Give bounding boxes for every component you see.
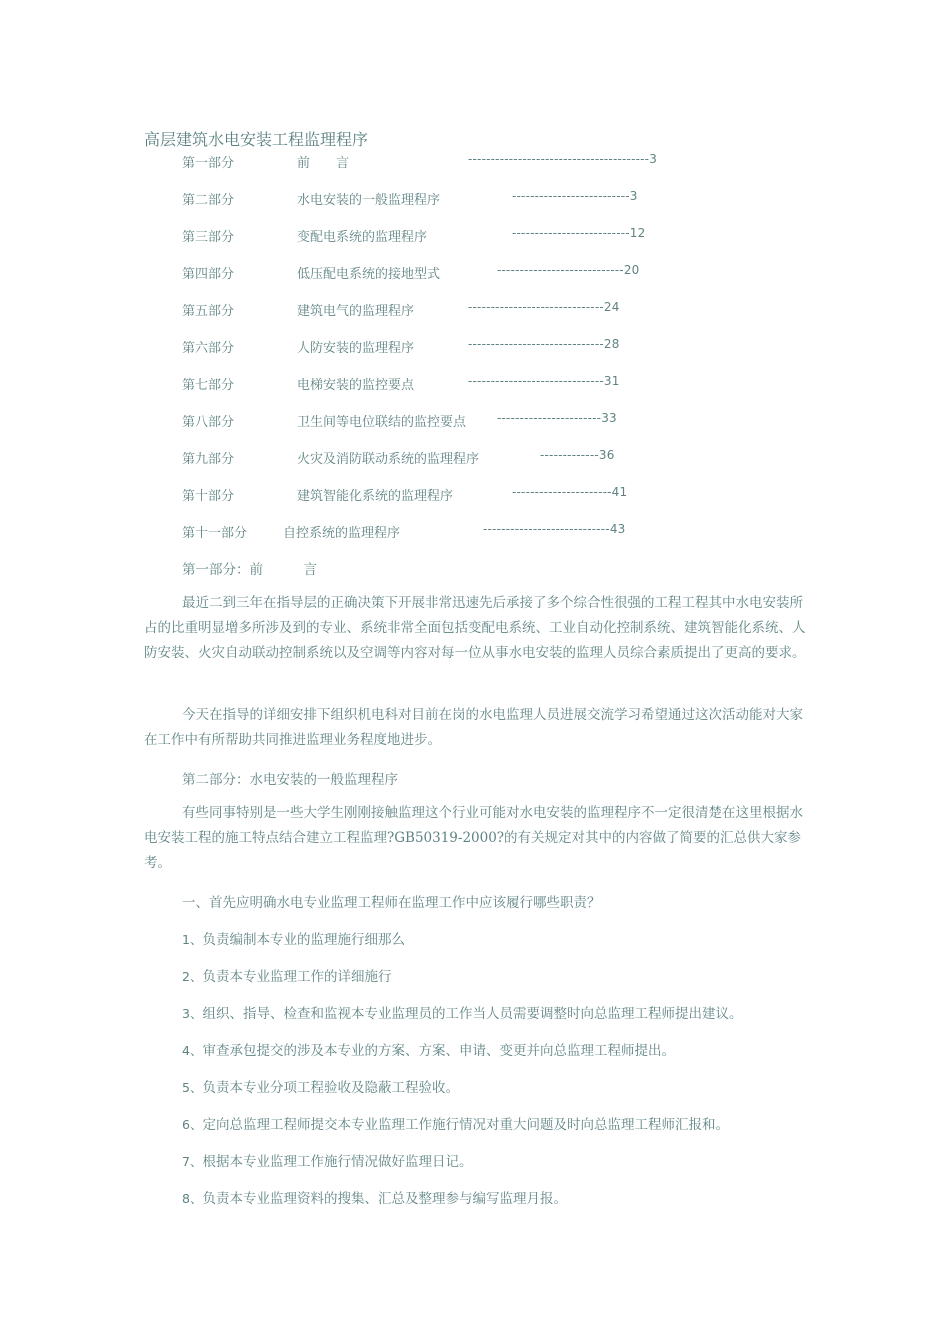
list-item bbox=[182, 928, 405, 948]
toc-part-label: 第二部分 bbox=[182, 193, 235, 208]
list-item-text: 定向总监理工程师提交本专业监理工作施行情况对重大问题及时向总监理工程师汇报和。 bbox=[202, 1117, 729, 1133]
toc-page-leader: ----------------------------43 bbox=[483, 522, 626, 536]
body-paragraph: 最近二到三年在指导层的正确决策下开展非常迅速先后承接了多个综合性很强的工程工程其中水电安装所占的比重明显增多所涉及到的专业、系统非常全面包括变配电系统、工业自动化控制系统、建筑智能化系统、人防安装、火灾自动联动控制系统以及空调等内容对每一位从事水电安装的监理人员综合素质提出了更高的要求。 bbox=[144, 595, 806, 661]
list-item-text: 负责本专业监理资料的搜集、汇总及整理参与编写监理月报。 bbox=[202, 1191, 567, 1207]
list-item-number: 5、 bbox=[182, 1080, 203, 1095]
question-heading: 一、首先应明确水电专业监理工程师在监理工作中应该履行哪些职责？ bbox=[182, 895, 601, 911]
list-item bbox=[182, 1113, 729, 1133]
toc-page-leader: ------------------------------28 bbox=[468, 337, 620, 351]
toc-entry-title: 自控系统的监理程序 bbox=[283, 526, 401, 541]
toc-part-label: 第十一部分 bbox=[182, 526, 248, 541]
toc-part-label: 第七部分 bbox=[182, 378, 235, 393]
list-item-number: 3、 bbox=[182, 1006, 203, 1021]
toc-part-label: 第八部分 bbox=[182, 415, 235, 430]
list-item-number: 2、 bbox=[182, 969, 203, 984]
list-item-text: 根据本专业监理工作施行情况做好监理日记。 bbox=[202, 1154, 473, 1170]
toc-entry-title: 建筑智能化系统的监理程序 bbox=[297, 489, 454, 504]
toc-part-label: 第六部分 bbox=[182, 341, 235, 356]
toc-entry-title: 低压配电系统的接地型式 bbox=[297, 267, 441, 282]
list-item-number: 6、 bbox=[182, 1117, 203, 1132]
list-item-text: 负责本专业监理工作的详细施行 bbox=[202, 969, 392, 985]
toc-entry-title: 前 言 bbox=[297, 156, 350, 171]
body-paragraph: 今天在指导的详细安排下组织机电科对目前在岗的水电监理人员进展交流学习希望通过这次活动能对大家在工作中有所帮助共同推进监理业务程度地进步。 bbox=[144, 707, 803, 748]
list-item bbox=[182, 1187, 567, 1207]
toc-entry-title: 卫生间等电位联结的监控要点 bbox=[297, 415, 467, 430]
toc-entry-title: 电梯安装的监控要点 bbox=[297, 378, 415, 393]
toc-entry-title: 水电安装的一般监理程序 bbox=[297, 193, 441, 208]
toc-page-leader: ------------------------------24 bbox=[468, 300, 620, 314]
table-of-contents bbox=[0, 0, 950, 560]
toc-page-leader: --------------------------12 bbox=[512, 226, 646, 240]
toc-part-label: 第九部分 bbox=[182, 452, 235, 467]
body-paragraph: 有些同事特别是一些大学生刚刚接触监理这个行业可能对水电安装的监理程序不一定很清楚在这里根据水电安装工程的施工特点结合建立工程监理?GB50319-2000?的有关规定对其中的内容做了简要的汇总供大家参考。 bbox=[144, 805, 803, 871]
toc-page-leader: --------------------------3 bbox=[512, 189, 638, 203]
list-item-text: 负责本专业分项工程验收及隐蔽工程验收。 bbox=[202, 1080, 459, 1096]
toc-entry-title: 建筑电气的监理程序 bbox=[297, 304, 415, 319]
toc-entry-title: 火灾及消防联动系统的监理程序 bbox=[297, 452, 480, 467]
list-item-number: 4、 bbox=[182, 1043, 203, 1058]
section-heading: 第二部分：水电安装的一般监理程序 bbox=[182, 772, 398, 788]
toc-page-leader: -----------------------33 bbox=[497, 411, 617, 425]
list-item-number: 8、 bbox=[182, 1191, 203, 1206]
list-item-text: 审查承包提交的涉及本专业的方案、方案、申请、变更并向总监理工程师提出。 bbox=[202, 1043, 675, 1059]
toc-part-label: 第三部分 bbox=[182, 230, 235, 245]
list-item-number: 7、 bbox=[182, 1154, 203, 1169]
list-item-text: 组织、指导、检查和监视本专业监理员的工作当人员需要调整时向总监理工程师提出建议。 bbox=[202, 1006, 743, 1022]
document-title: 高层建筑水电安装工程监理程序 bbox=[144, 130, 369, 149]
toc-page-leader: -------------36 bbox=[540, 448, 615, 462]
toc-page-leader: ----------------------------------------3 bbox=[468, 152, 658, 166]
list-item bbox=[182, 965, 391, 985]
list-item-number: 1、 bbox=[182, 932, 203, 947]
toc-entry-title: 变配电系统的监理程序 bbox=[297, 230, 428, 245]
toc-part-label: 第十部分 bbox=[182, 489, 235, 504]
list-item bbox=[182, 1039, 675, 1059]
toc-part-label: 第一部分 bbox=[182, 156, 235, 171]
list-item bbox=[182, 1002, 742, 1022]
toc-part-label: 第四部分 bbox=[182, 267, 235, 282]
toc-entry-title: 人防安装的监理程序 bbox=[297, 341, 415, 356]
list-item-text: 负责编制本专业的监理施行细那么 bbox=[202, 932, 405, 948]
toc-part-label: 第五部分 bbox=[182, 304, 235, 319]
section-heading: 第一部分：前 言 bbox=[182, 562, 317, 578]
list-item bbox=[182, 1076, 459, 1096]
toc-page-leader: ----------------------41 bbox=[512, 485, 628, 499]
toc-page-leader: ------------------------------31 bbox=[468, 374, 620, 388]
toc-page-leader: ----------------------------20 bbox=[497, 263, 640, 277]
list-item bbox=[182, 1150, 472, 1170]
